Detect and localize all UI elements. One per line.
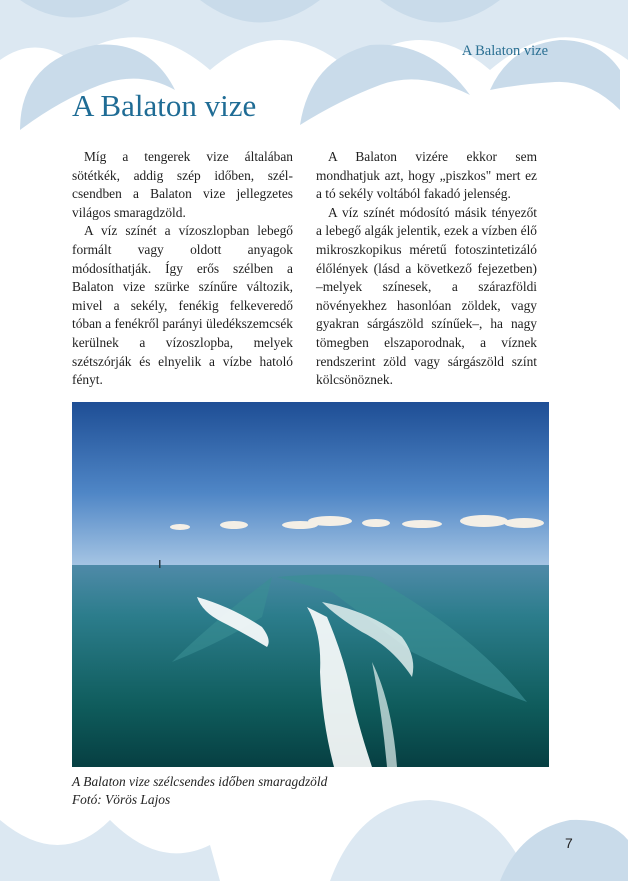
paragraph: Míg a tengerek vize általában sötétkék, addig szép időben, szél-csendben a Balaton vize jellegzetes világos smaragdzöld. bbox=[72, 149, 293, 220]
lake-wake-photo bbox=[72, 402, 549, 767]
running-head: A Balaton vize bbox=[461, 43, 548, 59]
paragraph: A Balaton vizére ekkor sem mondhatjuk azt, hogy „piszkos" mert ez a tó sekély voltából fakadó jelenség. bbox=[316, 149, 537, 202]
photo-credit: Fotó: Vörös Lajos bbox=[72, 792, 171, 807]
caption-text: A Balaton vize szélcsendes időben smaragdzöld bbox=[72, 774, 328, 789]
photo-caption bbox=[72, 773, 327, 809]
left-column bbox=[72, 148, 293, 390]
page-number: 7 bbox=[565, 835, 573, 851]
paragraph: A víz színét a vízoszlopban lebegő formált vagy oldott anyagok módosíthatják. Így erős szélben a Balaton vize szürke színűre változik, mivel a sekély, fenékig felkeveredő tóban a fenékről parányi üledékszemcsék kerülnek a vízoszlopba, melyek szétszórják és elnyelik a vízbe hatoló fényt. bbox=[72, 223, 293, 388]
page-title: A Balaton vize bbox=[72, 88, 257, 123]
right-column bbox=[316, 148, 537, 390]
paragraph: A víz színét módosító másik tényezőt a lebegő algák jelentik, ezek a vízben élő mikroszkopikus méretű fotoszintetizáló élőlények (lásd a következő fejezetben) –melyek színesek, a szárazföldi növényekhez hasonlóan zöldek, vagy gyakran sárgászöld színűek–, ha nagy tömegben elszaporodnak, a víznek rendszerint zöld vagy sárgászöld színt kölcsönöznek. bbox=[316, 204, 537, 388]
